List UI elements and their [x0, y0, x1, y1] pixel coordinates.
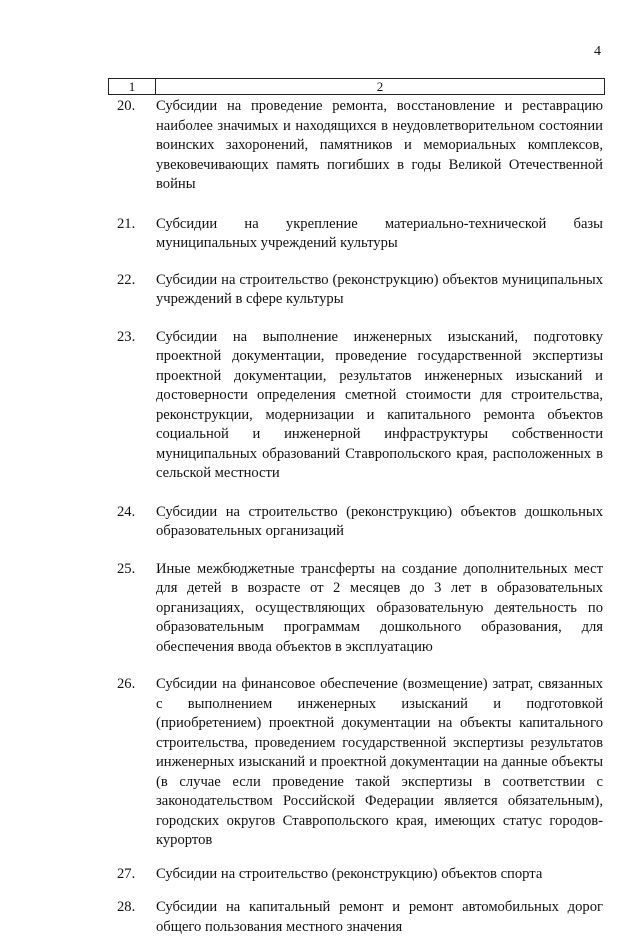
table-body — [108, 97, 605, 937]
page-number: 4 — [594, 44, 601, 59]
table-row — [108, 215, 605, 254]
table-row — [108, 898, 605, 937]
row-number: 28. — [117, 899, 136, 915]
row-number: 24. — [117, 503, 136, 520]
table-row — [108, 97, 605, 195]
table-row — [108, 328, 605, 484]
row-number: 26. — [117, 676, 136, 692]
table-row — [108, 503, 605, 542]
row-number: 20. — [117, 98, 136, 114]
row-number: 22. — [117, 271, 136, 288]
table-row — [108, 560, 605, 658]
row-text: Иные межбюджетные трансферты на создание дополнительных мест для детей в возрасте от 2 месяцев до 3 лет в образовательных организациях, осуществляющих образовательную деятельность по образовательным программам дошкольного образования, для обеспечения ввода объектов в эксплуатацию — [156, 560, 603, 655]
row-number: 21. — [117, 215, 136, 232]
column-text-header: 2 — [376, 79, 384, 94]
row-number: 25. — [117, 560, 136, 577]
row-text: Субсидии на выполнение инженерных изысканий, подготовку проектной документации, проведение государственной экспертизы проектной документации, результатов инженерных изысканий и достоверности определения сметной стоимости для строительства, реконструкции, модернизации и капитального ремонта объектов социальной и инженерной инфраструктуры собственности муниципальных образований Ставропольского края, расположенных в сельской местности — [156, 328, 603, 481]
table-row — [108, 271, 605, 310]
table-row — [108, 865, 605, 885]
table-row — [108, 675, 605, 851]
row-number: 23. — [117, 328, 136, 345]
row-number: 27. — [117, 865, 136, 882]
row-text: Субсидии на строительство (реконструкцию) объектов муниципальных учреждений в сфере культуры — [156, 271, 603, 307]
row-text: Субсидии на строительство (реконструкцию) объектов дошкольных образовательных организаций — [156, 503, 603, 539]
row-text: Субсидии на капитальный ремонт и ремонт автомобильных дорог общего пользования местного значения — [156, 899, 603, 935]
row-text: Субсидии на финансовое обеспечение (возмещение) затрат, связанных с выполнением инженерных изысканий и подготовкой (приобретением) проектной документации на объекты капитального строительства, проведением государственной экспертизы результатов инженерных изысканий и проектной документации на данные объекты (в случае если проведение такой экспертизы в соответствии с законодательством Российской Федерации является обязательным), городских округов Ставропольского края, имеющих статус городов-курортов — [156, 676, 603, 848]
row-text: Субсидии на укрепление материально-технической базы муниципальных учреждений культуры — [156, 215, 603, 251]
row-text: Субсидии на строительство (реконструкцию) объектов спорта — [156, 865, 543, 882]
table-header — [108, 78, 605, 95]
row-text: Субсидии на проведение ремонта, восстановление и реставрацию наиболее значимых и находящихся в неудовлетворительном состоянии воинских захоронений, памятников и мемориальных комплексов, увековечивающих память погибших в годы Великой Отечественной войны — [156, 98, 603, 192]
column-number-header: 1 — [109, 79, 156, 94]
